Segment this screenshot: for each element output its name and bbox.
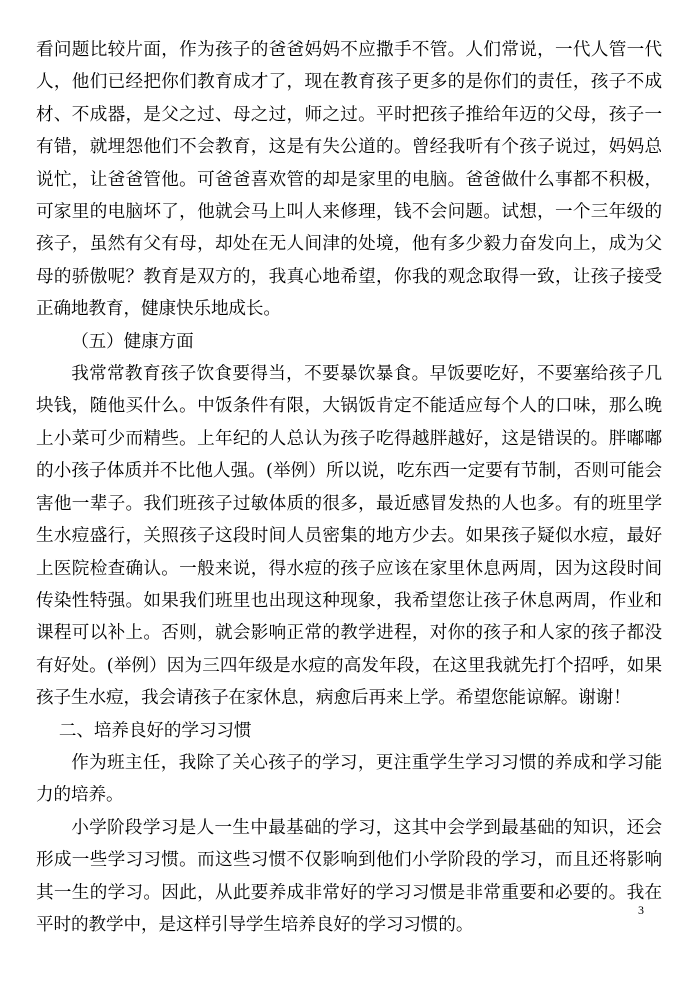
paragraph-health: 我常常教育孩子饮食要得当，不要暴饮暴食。早饭要吃好，不要塞给孩子几块钱，随他买什么。中饭条件有限，大锅饭肯定不能适应每个人的口味，那么晚上小菜可少而精些。上年纪的人总认为孩子吃得越胖越好，这是错误的。胖嘟嘟的小孩子体质并不比他人强。(举例）所以说，吃东西一定要有节制，否则可能会害他一辈子。我们班孩子过敏体质的很多，最近感冒发热的人也多。有的班里学生水痘盛行，关照孩子这段时间人员密集的地方少去。如果孩子疑似水痘，最好上医院检查确认。一般来说，得水痘的孩子应该在家里休息两周，因为这段时间传染性特强。如果我们班里也出现这种现象，我希望您让孩子休息两周，作业和课程可以补上。否则，就会影响正常的教学进程，对你的孩子和人家的孩子都没有好处。(举例）因为三四年级是水痘的高发年段，在这里我就先打个招呼，如果孩子生水痘，我会请孩子在家休息，病愈后再来上学。希望您能谅解。谢谢！ [36, 364, 662, 709]
paragraph-continuation: 看问题比较片面，作为孩子的爸爸妈妈不应撒手不管。人们常说，一代人管一代人，他们已经把你们教育成才了，现在教育孩子更多的是你们的责任，孩子不成材、不成器，是父之过、母之过，师之过。平时把孩子推给年迈的父母，孩子一有错，就埋怨他们不会教育，这是有失公道的。曾经我听有个孩子说过，妈妈总说忙，让爸爸管他。可爸爸喜欢管的却是家里的电脑。爸爸做什么事都不积极，可家里的电脑坏了，他就会马上叫人来修理，钱不会问题。试想，一个三年级的孩子，虽然有父有母，却处在无人间津的处境，他有多少毅力奋发向上，成为父母的骄傲呢？教育是双方的，我真心地希望，你我的观念取得一致，让孩子接受正确地教育，健康快乐地成长。 [36, 40, 662, 320]
page-number: 3 [638, 903, 644, 917]
section-subheading-health: （五）健康方面 [71, 331, 194, 352]
section-heading-study-habits: 二、培养良好的学习习惯 [58, 720, 252, 741]
document-page [36, 34, 662, 941]
paragraph-head-teacher: 作为班主任，我除了关心孩子的学习，更注重学生学习习惯的养成和学习能力的培养。 [36, 752, 662, 806]
paragraph-primary-school: 小学阶段学习是人一生中最基础的学习，这其中会学到最基础的知识，还会形成一些学习习惯。而这些习惯不仅影响到他们小学阶段的学习，而且还将影响其一生的学习。因此，从此要养成非常好的学习习惯是非常重要和必要的。我在平时的教学中，是这样引导学生培养良好的学习习惯的。 [36, 817, 662, 935]
